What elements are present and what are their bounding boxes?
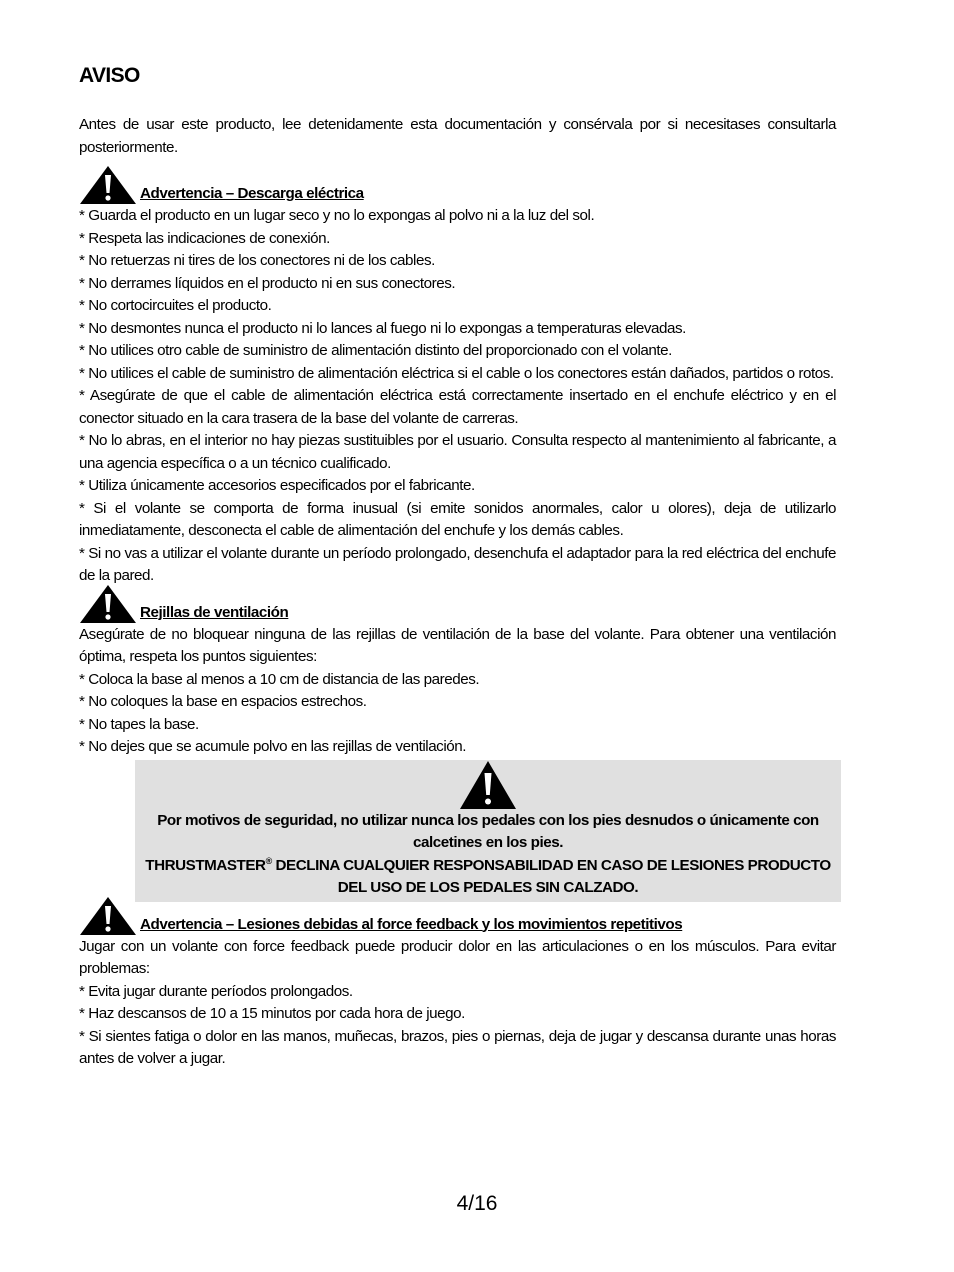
list-item: * No coloques la base en espacios estrechos. — [79, 693, 367, 710]
ventilation-intro: Asegúrate de no bloquear ninguna de las rejillas de ventilación de la base del volante. Para obtener una ventilación óptima, respeta los puntos siguientes: — [79, 625, 836, 665]
force-feedback-list — [79, 981, 836, 1071]
list-item: * No desmontes nunca el producto ni lo lances al fuego ni lo expongas a temperaturas elevadas. — [79, 319, 686, 337]
section-ventilation-heading — [79, 590, 836, 624]
notice-line-2 — [141, 855, 835, 900]
list-item: * No dejes que se acumule polvo en las rejillas de ventilación. — [79, 738, 467, 755]
section-force-feedback-heading — [79, 902, 836, 936]
document-page — [79, 62, 836, 1071]
section-heading-text: Advertencia – Lesiones debidas al force feedback y los movimientos repetitivos — [140, 915, 683, 933]
warning-triangle-icon — [79, 896, 137, 936]
registered-mark: ® — [265, 855, 272, 866]
list-item: * No cortocircuites el producto. — [79, 297, 272, 314]
disclaimer-text: DECLINA CUALQUIER RESPONSABILIDAD EN CASO DE LESIONES PRODUCTO DEL USO DE LOS PEDALES SIN CALZADO. — [271, 856, 831, 896]
electric-shock-list — [79, 205, 836, 588]
section-heading-text: Rejillas de ventilación — [140, 603, 289, 621]
intro-paragraph: Antes de usar este producto, lee detenidamente esta documentación y consérvala por si necesitases consultarla posteriormente. — [79, 116, 836, 156]
list-item: * Evita jugar durante períodos prolongados. — [79, 982, 353, 1000]
brand-name: THRUSTMASTER — [145, 856, 266, 874]
list-item: * No utilices otro cable de suministro de alimentación distinto del proporcionado con el volante. — [79, 342, 672, 359]
warning-triangle-icon — [459, 760, 517, 810]
section-electric-shock-heading — [79, 171, 836, 205]
list-item: * Guarda el producto en un lugar seco y no lo expongas al polvo ni a la luz del sol. — [79, 207, 595, 224]
list-item: * Haz descansos de 10 a 15 minutos por cada hora de juego. — [79, 1005, 465, 1022]
list-item: * No tapes la base. — [79, 715, 199, 733]
list-item: * Asegúrate de que el cable de alimentación eléctrica está correctamente insertado en el enchufe eléctrico y en el conector situado en la cara trasera de la base del volante de carreras. — [79, 387, 836, 427]
list-item: * No utilices el cable de suministro de alimentación eléctrica si el cable o los conectores están dañados, partidos o rotos. — [79, 364, 834, 382]
notice-line-1: Por motivos de seguridad, no utilizar nunca los pedales con los pies desnudos o únicamente con calcetines en los pies. — [157, 811, 819, 851]
page-number: 4/16 — [456, 1192, 498, 1215]
warning-triangle-icon — [79, 584, 137, 624]
ventilation-list — [79, 669, 836, 759]
list-item: * No lo abras, en el interior no hay piezas sustituibles por el usuario. Consulta respecto al mantenimiento al fabricante, a una agencia específica o a un técnico cualificado. — [79, 432, 836, 472]
list-item: * Respeta las indicaciones de conexión. — [79, 229, 330, 247]
force-feedback-intro: Jugar con un volante con force feedback puede producir dolor en las articulaciones o en los músculos. Para evitar problemas: — [79, 937, 836, 977]
section-heading-text: Advertencia – Descarga eléctrica — [140, 185, 364, 202]
list-item: * Utiliza únicamente accesorios especificados por el fabricante. — [79, 477, 475, 494]
page-title: AVISO — [79, 64, 140, 87]
list-item: * Si sientes fatiga o dolor en las manos, muñecas, brazos, pies o piernas, deja de jugar y descansa durante unas horas antes de volver a jugar. — [79, 1027, 836, 1067]
list-item: * No derrames líquidos en el producto ni en sus conectores. — [79, 274, 456, 292]
list-item: * Coloca la base al menos a 10 cm de distancia de las paredes. — [79, 670, 480, 688]
list-item: * Si no vas a utilizar el volante durante un período prolongado, desenchufa el adaptador para la red eléctrica del enchufe de la pared. — [79, 544, 836, 584]
list-item: * Si el volante se comporta de forma inusual (si emite sonidos anormales, calor u olores), deja de utilizarlo inmediatamente, desconecta el cable de alimentación del enchufe y los demás cables. — [79, 499, 836, 539]
safety-notice-box — [135, 760, 841, 902]
warning-triangle-icon — [79, 165, 137, 205]
list-item: * No retuerzas ni tires de los conectores ni de los cables. — [79, 252, 435, 269]
